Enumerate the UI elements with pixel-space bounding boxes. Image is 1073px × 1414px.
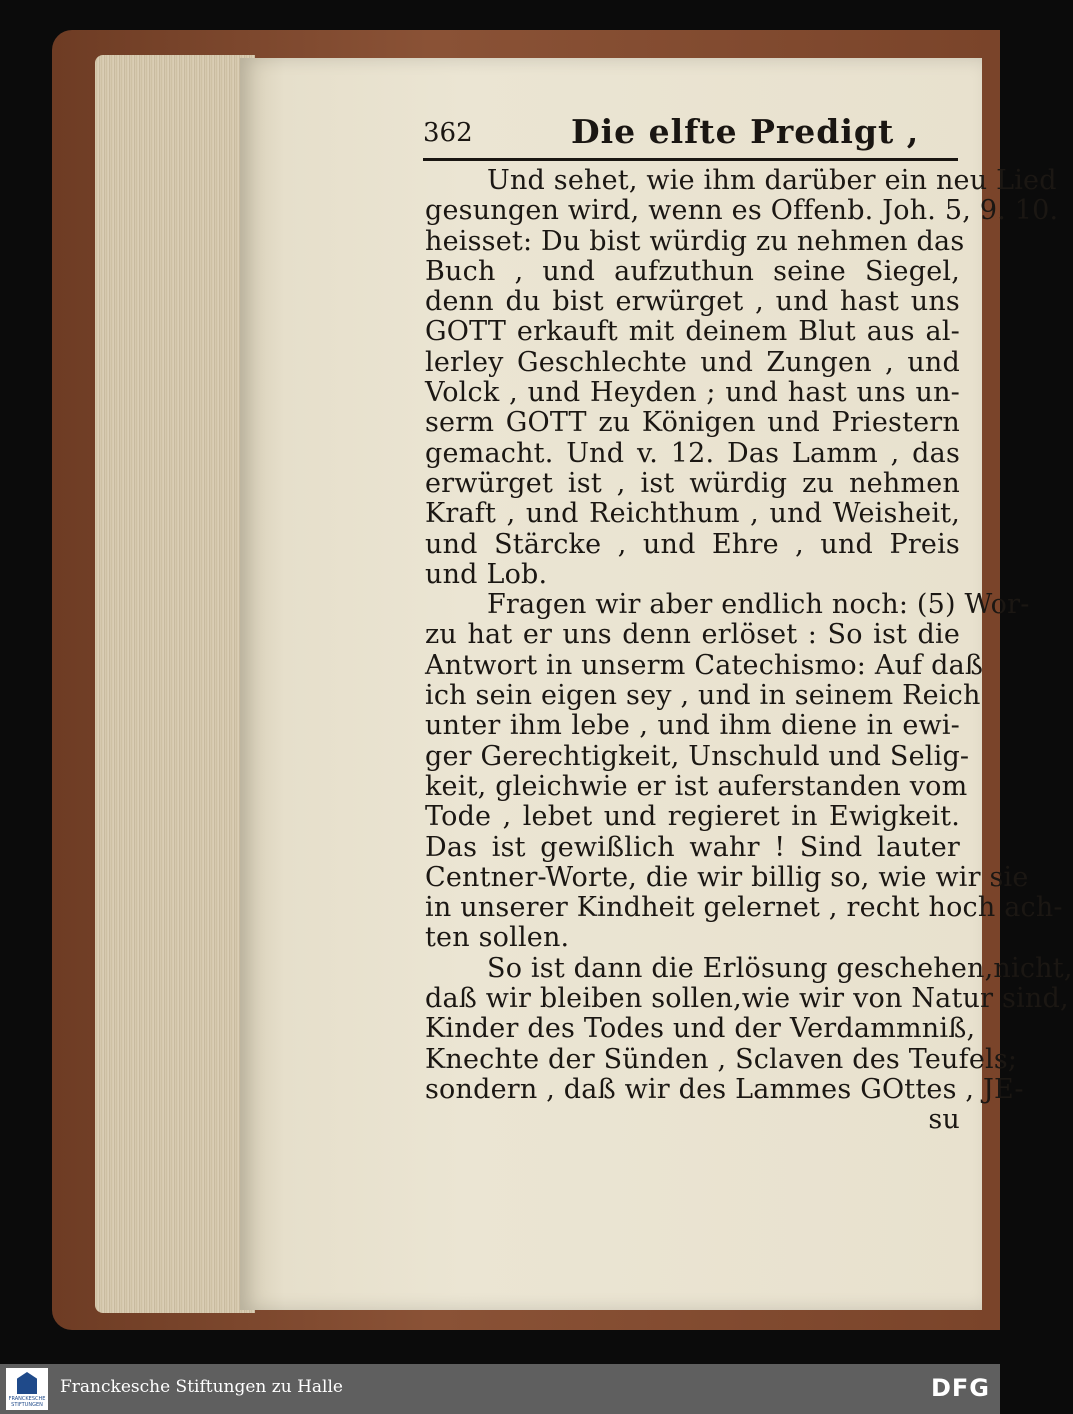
header-rule — [423, 158, 958, 161]
text-line: Kinder des Todes und der Verdammniß, — [425, 1013, 976, 1045]
text-line: daß wir bleiben sollen,wie wir von Natur sind, — [425, 983, 1069, 1015]
text-line: Fragen wir aber endlich noch: (5) Wor- — [487, 589, 1030, 621]
text-line: heisset: Du bist würdig zu nehmen das — [425, 225, 965, 257]
text-line: und Lob. — [425, 558, 548, 590]
text-line: ich sein eigen sey , und in seinem Reich — [425, 680, 981, 712]
text-line: So ist dann die Erlösung geschehen,nicht, — [487, 952, 1073, 984]
text-line: in unserer Kindheit gelernet , recht hoch ach- — [425, 892, 1063, 924]
footer-bar — [0, 1364, 1000, 1414]
text-line: Centner-Worte, die wir billig so, wie wir sie — [425, 861, 1029, 893]
text-line: Und sehet, wie ihm darüber ein neu Lied — [487, 165, 1057, 196]
text-line: lerley Geschlechte und Zungen , und — [425, 346, 960, 378]
franckesche-logo-icon[interactable] — [6, 1368, 48, 1410]
text-line: GOTT erkauft mit deinem Blut aus al- — [425, 316, 960, 348]
text-line: Das ist gewißlich wahr ! Sind lauter — [425, 831, 960, 863]
body-text — [425, 165, 1073, 1136]
logo-mark — [17, 1372, 37, 1394]
text-line: Kraft , und Reichthum , und Weisheit, — [425, 498, 960, 530]
text-line: unter ihm lebe , und ihm diene in ewi- — [425, 710, 960, 742]
text-line: ger Gerechtigkeit, Unschuld und Selig- — [425, 740, 970, 772]
text-line: gemacht. Und v. 12. Das Lamm , das — [425, 437, 960, 469]
text-line: Buch , und aufzuthun seine Siegel, — [425, 255, 960, 287]
institution-name[interactable]: Franckesche Stiftungen zu Halle — [60, 1377, 343, 1397]
text-line: Antwort in unserm Catechismo: Auf daß — [425, 649, 984, 681]
page-number: 362 — [423, 118, 473, 148]
text-line: ten sollen. — [425, 922, 570, 954]
text-line: sondern , daß wir des Lammes GOttes , JE- — [425, 1073, 1024, 1105]
text-line: Tode , lebet und regieret in Ewigkeit. — [425, 801, 960, 833]
running-title: Die elfte Predigt , — [571, 112, 920, 151]
page-edges — [95, 55, 255, 1313]
text-line: gesungen wird, wenn es Offenb. Joh. 5, 9. 10. — [425, 195, 1059, 227]
text-line: denn du bist erwürget , und hast uns — [425, 286, 960, 318]
text-line: keit, gleichwie er ist auferstanden vom — [425, 770, 968, 802]
text-line: Knechte der Sünden , Sclaven des Teufels; — [425, 1043, 1018, 1075]
logo-caption: FRANCKESCHE STIFTUNGEN — [8, 1396, 46, 1408]
text-line: erwürget ist , ist würdig zu nehmen — [425, 467, 960, 499]
text-line: Volck , und Heyden ; und hast uns un- — [425, 377, 960, 409]
dfg-logo-icon[interactable]: DFG — [930, 1374, 990, 1402]
text-line: serm GOTT zu Königen und Priestern — [425, 407, 960, 439]
text-line: zu hat er uns denn erlöset : So ist die — [425, 619, 960, 651]
text-line: und Stärcke , und Ehre , und Preis — [425, 528, 960, 560]
catchword: su — [928, 1104, 960, 1136]
running-head — [423, 112, 958, 156]
